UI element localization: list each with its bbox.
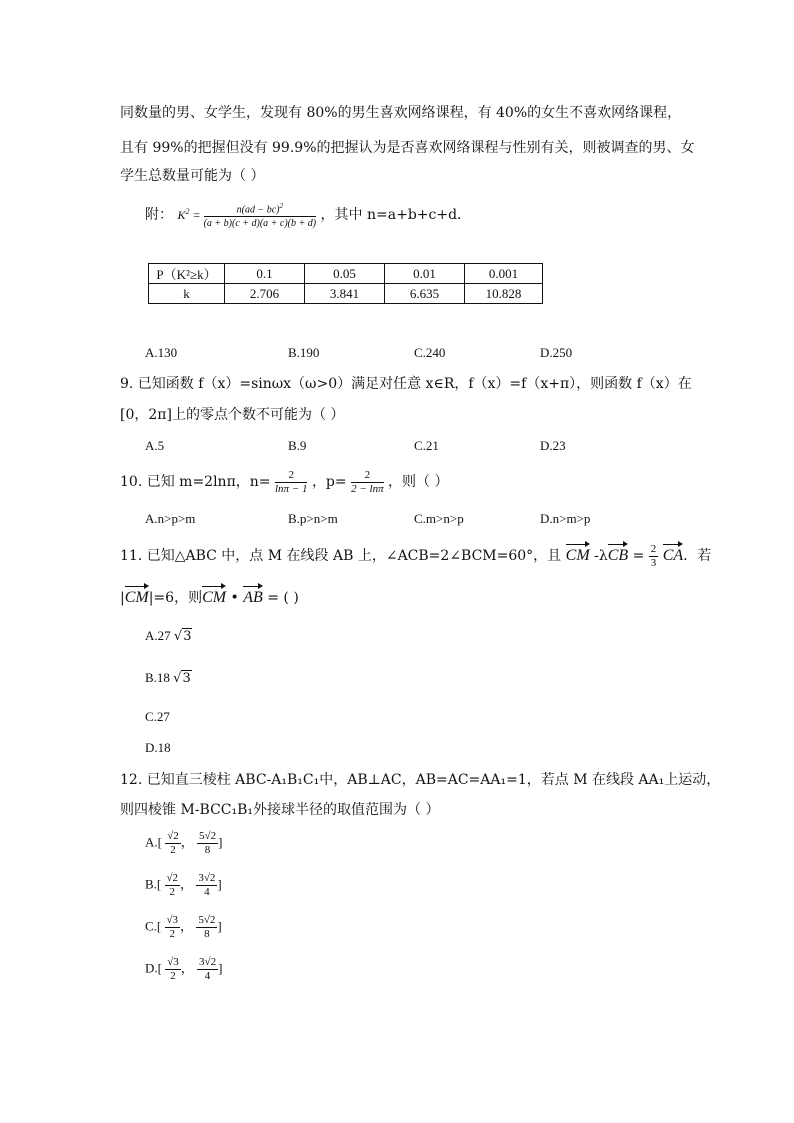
q10-suffix: ，则（ ） [388, 474, 449, 490]
table-row [149, 264, 543, 284]
q10-prefix: 10. 已知 m=2lnπ，n= [120, 474, 271, 490]
q12-text-line-2: 则四棱锥 M-BCC₁B₁外接球半径的取值范围为（ ） [120, 802, 440, 818]
table-row [149, 284, 543, 304]
q10-text [120, 466, 449, 498]
table-cell: 3.841 [305, 284, 385, 304]
q11-lambda: -λ [589, 548, 608, 564]
two-thirds-fraction [649, 543, 659, 570]
q8-option-b[interactable]: B.190 [288, 345, 320, 360]
sqrt-3: √3 [173, 671, 191, 686]
table-cell: 0.1 [225, 264, 305, 284]
q10-option-c[interactable]: C.m>n>p [414, 511, 464, 526]
q8-option-a[interactable]: A.130 [145, 345, 178, 360]
q12-option-a[interactable]: A.[ $\frac{√2}{2}$ ， $\frac{5√2}{8}$ ] [145, 830, 223, 856]
lower-bound-fraction: $\frac{√2}{2}$ [166, 872, 179, 898]
q9-text-line-1: 9. 已知函数 f（x）=sinωx（ω>0）满足对任意 x∈R，f（x）=f（x+π），则函数 f（x）在 [120, 376, 692, 392]
formula-numerator: n(ad − bc)$^2$ [204, 200, 317, 217]
upper-bound-fraction: $\frac{3√2}{4}$ [199, 956, 217, 982]
q9-option-c[interactable]: C.21 [414, 438, 439, 453]
fraction-denominator: 3 [650, 556, 657, 569]
q11-line2-text: |=6，则 [148, 590, 203, 606]
vector-cm-2: CM [125, 584, 149, 606]
n-denominator: lnπ − 1 [274, 482, 308, 495]
table-cell: 0.01 [385, 264, 465, 284]
q9-option-b[interactable]: B.9 [288, 438, 307, 453]
q11-option-a[interactable]: A.27 √3 [145, 628, 192, 644]
lower-bound-fraction: $\frac{√3}{2}$ [167, 956, 179, 982]
table-header-label: P（K²≥k） [149, 264, 225, 284]
vector-cm: CM [566, 542, 590, 564]
vector-cm-3: CM [202, 584, 226, 606]
table-row-label: k [149, 284, 225, 304]
note-prefix: 附： [145, 207, 173, 223]
formula-lhs: $K^2$ = [177, 207, 204, 222]
q11-text-line-1 [120, 540, 711, 572]
n-numerator: 2 [275, 469, 308, 483]
p-fraction [351, 469, 384, 496]
lower-bound-fraction: $\frac{√3}{2}$ [166, 914, 179, 940]
lower-bound-fraction: $\frac{√2}{2}$ [167, 830, 179, 856]
q12-option-b[interactable]: B.[ $\frac{√2}{2}$ ， $\frac{3√2}{4}$ ] [145, 872, 222, 898]
table-cell: 0.05 [305, 264, 385, 284]
sqrt-3: √3 [173, 629, 192, 644]
abs-bar-left: | [120, 590, 125, 606]
k-squared-fraction [204, 200, 317, 230]
q8-text-line-2: 且有 99%的把握但没有 99.9%的把握认为是否喜欢网络课程与性别有关，则被调查的男、女 [120, 140, 695, 156]
q8-text-line-3: 学生总数量可能为（ ） [120, 168, 265, 184]
table-cell: 2.706 [225, 284, 305, 304]
q9-option-d[interactable]: D.23 [540, 438, 566, 453]
q11-option-d[interactable]: D.18 [145, 740, 171, 755]
formula-denominator: (a + b)(c + d)(a + c)(b + d) [203, 218, 317, 230]
vector-ab: AB [243, 584, 263, 606]
q11-text-line-2 [120, 584, 299, 612]
q11-line2-end: = ( ) [262, 590, 299, 606]
q12-text-line-1: 12. 已知直三棱柱 ABC-A₁B₁C₁中，AB⊥AC，AB=AC=AA₁=1，若点 M 在线段 AA₁上运动， [120, 772, 721, 788]
vector-ca: CA [663, 542, 683, 564]
q10-mid: ，p= [311, 474, 347, 490]
upper-bound-fraction: $\frac{5√2}{8}$ [199, 830, 217, 856]
upper-bound-fraction: $\frac{5√2}{8}$ [198, 914, 216, 940]
q11-option-b[interactable]: B.18 √3 [145, 670, 191, 686]
q9-text-line-2: [0，2π]上的零点个数不可能为（ ） [120, 407, 345, 423]
upper-bound-fraction: $\frac{3√2}{4}$ [198, 872, 216, 898]
q10-option-a[interactable]: A.n>p>m [145, 511, 196, 526]
table-cell: 6.635 [385, 284, 465, 304]
note-suffix: ，其中 n=a+b+c+d． [320, 207, 472, 223]
q11-prefix: 11. 已知△ABC 中，点 M 在线段 AB 上，∠ACB=2∠BCM=60°，且 [120, 548, 562, 564]
dot-operator: • [226, 590, 244, 606]
q8-formula-note [145, 198, 471, 230]
q11-eq: = [628, 548, 649, 564]
q8-text-line-1: 同数量的男、女学生，发现有 80%的男生喜欢网络课程，有 40%的女生不喜欢网络课程， [120, 105, 682, 121]
n-fraction [275, 469, 308, 496]
q8-option-c[interactable]: C.240 [414, 345, 446, 360]
q11-option-c[interactable]: C.27 [145, 709, 170, 724]
table-cell: 0.001 [465, 264, 543, 284]
q8-option-d[interactable]: D.250 [540, 345, 573, 360]
p-denominator: 2 − lnπ [351, 482, 384, 495]
q10-option-b[interactable]: B.p>n>m [288, 511, 338, 526]
q12-option-d[interactable]: D.[ $\frac{√3}{2}$ ， $\frac{3√2}{4}$ ] [145, 956, 223, 982]
k-squared-table [148, 263, 543, 304]
fraction-numerator: 2 [650, 542, 657, 555]
q11-suffix: ．若 [683, 548, 712, 564]
p-numerator: 2 [351, 469, 384, 483]
vector-cb: CB [608, 542, 628, 564]
q9-option-a[interactable]: A.5 [145, 438, 165, 453]
q10-option-d[interactable]: D.n>m>p [540, 511, 591, 526]
q12-option-c[interactable]: C.[ $\frac{√3}{2}$ ， $\frac{5√2}{8}$ ] [145, 914, 222, 940]
table-cell: 10.828 [465, 284, 543, 304]
